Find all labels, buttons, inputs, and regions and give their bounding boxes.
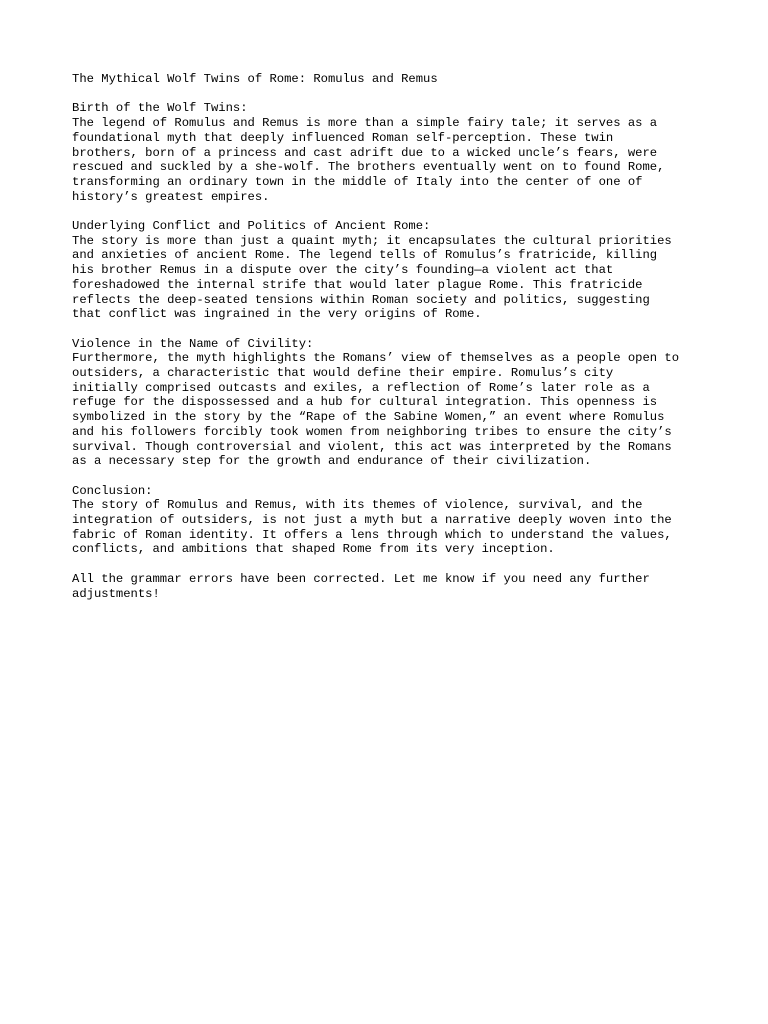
body-line: conflicts, and ambitions that shaped Rome from its very inception. [72,542,555,557]
section-heading: Underlying Conflict and Politics of Ancient Rome: [72,219,431,233]
body-line: refuge for the dispossessed and a hub for cultural integration. This openness is [72,395,658,410]
body-line: The legend of Romulus and Remus is more than a simple fairy tale; it serves as a [72,116,658,131]
closing-note [72,572,712,601]
body-line: his brother Remus in a dispute over the city’s founding—a violent act that [72,263,614,278]
body-line: survival. Though controversial and violent, this act was interpreted by the Romans [72,439,672,454]
body-line: rescued and suckled by a she-wolf. The brothers eventually went on to found Rome, [72,160,665,175]
body-line: symbolized in the story by the “Rape of the Sabine Women,” an event where Romulus [72,410,665,425]
section-birth [72,101,712,204]
section-conflict [72,219,712,322]
section-heading: Violence in the Name of Civility: [72,336,314,351]
body-line: All the grammar errors have been corrected. Let me know if you need any further [72,571,650,586]
body-line: foreshadowed the internal strife that would later plague Rome. This fratricide [72,277,643,292]
body-line: reflects the deep-seated tensions within Roman society and politics, suggesting [72,292,650,307]
body-line: Furthermore, the myth highlights the Romans’ view of themselves as a people open to [72,351,680,366]
body-line: history’s greatest empires. [72,189,270,204]
body-line: brothers, born of a princess and cast adrift due to a wicked uncle’s fears, were [72,145,658,160]
body-line: that conflict was ingrained in the very origins of Rome. [72,307,482,322]
body-line: initially comprised outcasts and exiles, a reflection of Rome’s later role as a [72,380,650,395]
body-line: integration of outsiders, is not just a myth but a narrative deeply woven into the [72,513,672,528]
body-line: The story is more than just a quaint myth; it encapsulates the cultural priorities [72,233,672,248]
body-line: adjustments! [72,586,160,601]
body-line: and anxieties of ancient Rome. The legend tells of Romulus’s fratricide, killing [72,248,658,263]
section-conclusion [72,484,712,558]
section-heading: Conclusion: [72,483,153,498]
body-line: The story of Romulus and Remus, with its themes of violence, survival, and the [72,498,643,513]
body-line: foundational myth that deeply influenced Roman self-perception. These twin [72,130,614,145]
body-line: as a necessary step for the growth and endurance of their civilization. [72,454,592,469]
document-page [72,72,712,616]
document-title: The Mythical Wolf Twins of Rome: Romulus and Remus [72,72,438,86]
body-line: and his followers forcibly took women from neighboring tribes to ensure the city’s [72,424,672,439]
section-heading: Birth of the Wolf Twins: [72,101,248,116]
body-line: outsiders, a characteristic that would define their empire. Romulus’s city [72,366,614,381]
body-line: transforming an ordinary town in the middle of Italy into the center of one of [72,174,643,189]
body-line: fabric of Roman identity. It offers a lens through which to understand the values, [72,527,672,542]
section-violence [72,337,712,469]
